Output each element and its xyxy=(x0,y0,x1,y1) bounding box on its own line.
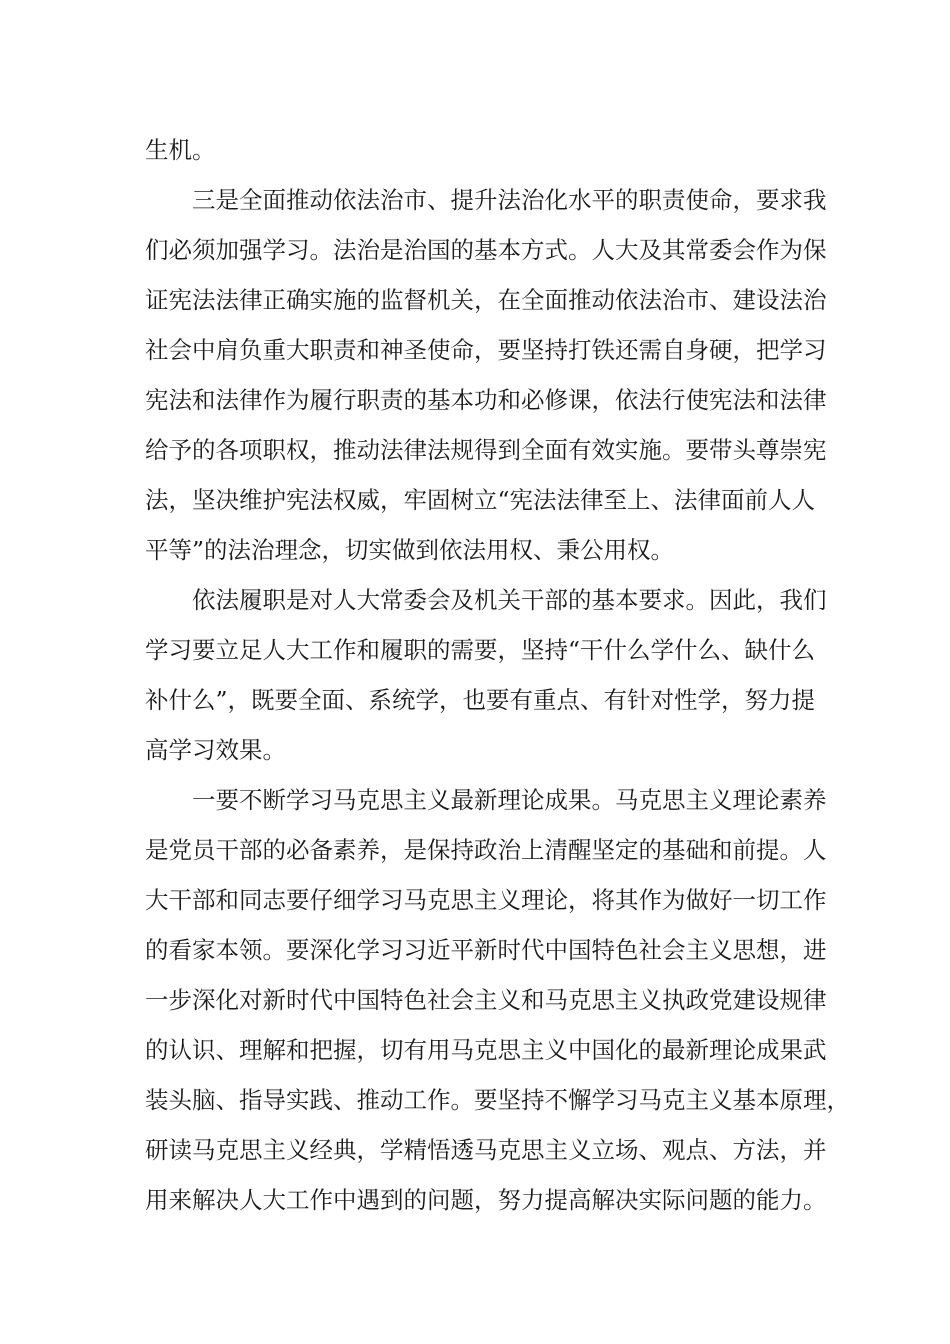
text-line: 平等”的法治理念，切实做到依法用权、秉公用权。 xyxy=(145,536,675,564)
text-line: 的看家本领。要深化学习习近平新时代中国特色社会主义思想，进 xyxy=(145,936,827,964)
text-line: 是党员干部的必备素养，是保持政治上清醒坚定的基础和前提。人 xyxy=(145,836,827,864)
text-line: 用来解决人大工作中遇到的问题，努力提高解决实际问题的能力。 xyxy=(145,1186,827,1214)
text-line: 宪法和法律作为履行职责的基本功和必修课，依法行使宪法和法律 xyxy=(145,386,827,414)
text-line: 学习要立足人大工作和履职的需要，坚持“干什么学什么、缺什么 xyxy=(145,636,816,664)
text-line: 们必须加强学习。法治是治国的基本方式。人大及其常委会作为保 xyxy=(145,236,827,264)
text-line: 的认识、理解和把握，切有用马克思主义中国化的最新理论成果武 xyxy=(145,1036,827,1064)
text-line: 补什么”，既要全面、系统学，也要有重点、有针对性学，努力提 xyxy=(145,686,816,714)
text-line: 证宪法法律正确实施的监督机关，在全面推动依法治市、建设法治 xyxy=(145,286,827,314)
paragraph-first-line: 依法履职是对人大常委会及机关干部的基本要求。因此，我们 xyxy=(192,586,827,614)
text-line: 给予的各项职权，推动法律法规得到全面有效实施。要带头尊崇宪 xyxy=(145,436,827,464)
paragraph-first-line: 三是全面推动依法治市、提升法治化水平的职责使命，要求我 xyxy=(192,186,827,214)
text-line: 大干部和同志要仔细学习马克思主义理论，将其作为做好一切工作 xyxy=(145,886,827,914)
text-line: 生机。 xyxy=(145,136,216,164)
paragraph-first-line: 一要不断学习马克思主义最新理论成果。马克思主义理论素养 xyxy=(192,786,827,814)
text-line: 装头脑、指导实践、推动工作。要坚持不懈学习马克主义基本原理， xyxy=(145,1086,850,1114)
text-line: 高学习效果。 xyxy=(145,736,286,764)
text-line: 社会中肩负重大职责和神圣使命，要坚持打铁还需自身硬，把学习 xyxy=(145,336,827,364)
text-line: 法，坚决维护宪法权威，牢固树立“宪法法律至上、法律面前人人 xyxy=(145,486,816,514)
text-line: 一步深化对新时代中国特色社会主义和马克思主义执政党建设规律 xyxy=(145,986,827,1014)
text-line: 研读马克思主义经典，学精悟透马克思主义立场、观点、方法，并 xyxy=(145,1136,827,1164)
